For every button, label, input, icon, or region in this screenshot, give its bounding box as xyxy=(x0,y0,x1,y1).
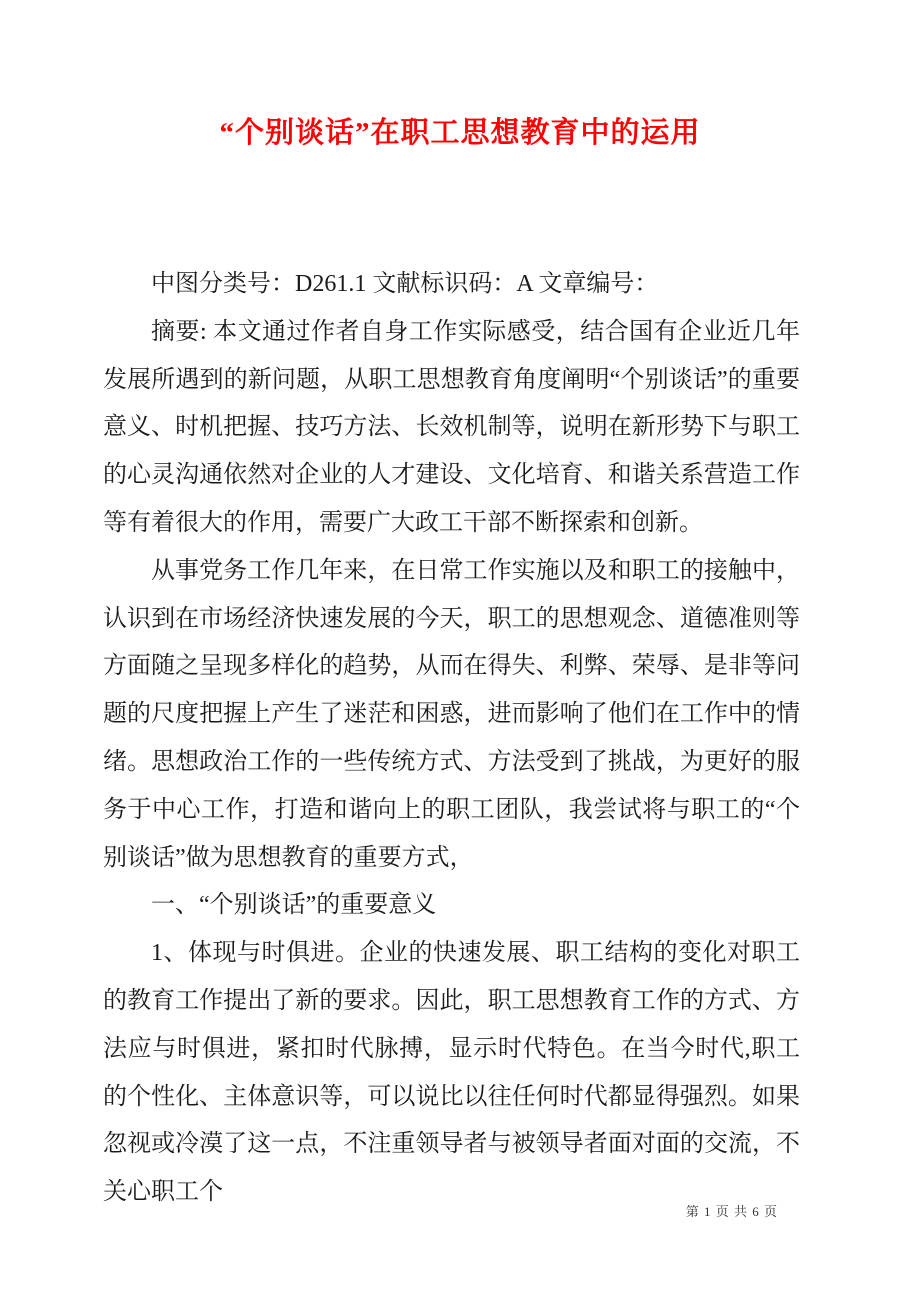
classification-line: 中图分类号：D261.1 文献标识码：A 文章编号： xyxy=(151,271,659,297)
abstract-paragraph: 摘要: 本文通过作者自身工作实际感受，结合国有企业近几年发展所遇到的新问题，从职工思想教育角度阐明“个别谈话”的重要意义、时机把握、技巧方法、长效机制等，说明在新形势下与职工的心灵沟通依然对企业的人才建设、文化培育、和谐关系营造工作等有着很大的作用，需要广大政工干部不断探索和创新。 xyxy=(103,318,800,536)
page-number-footer: 第 1 页 共 6 页 xyxy=(685,1204,778,1219)
document-title: “个别谈话”在职工思想教育中的运用 xyxy=(219,117,701,149)
intro-paragraph: 从事党务工作几年来，在日常工作实施以及和职工的接触中，认识到在市场经济快速发展的今天，职工的思想观念、道德准则等方面随之呈现多样化的趋势，从而在得失、利弊、荣辱、是非等问题的尺度把握上产生了迷茫和困惑，进而影响了他们在工作中的情绪。思想政治工作的一些传统方式、方法受到了挑战，为更好的服务于中心工作，打造和谐向上的职工团队，我尝试将与职工的“个别谈话”做为思想教育的重要方式， xyxy=(103,557,800,871)
document-body xyxy=(103,261,800,1217)
section-heading-1: 一、“个别谈话”的重要意义 xyxy=(151,892,437,919)
point-1-paragraph: 1、体现与时俱进。企业的快速发展、职工结构的变化对职工的教育工作提出了新的要求。因此，职工思想教育工作的方式、方法应与时俱进，紧扣时代脉搏，显示时代特色。在当今时代,职工的个性化、主体意识等，可以说比以往任何时代都显得强烈。如果忽视或冷漠了这一点，不注重领导者与被领导者面对面的交流，不关心职工个 xyxy=(103,940,800,1206)
